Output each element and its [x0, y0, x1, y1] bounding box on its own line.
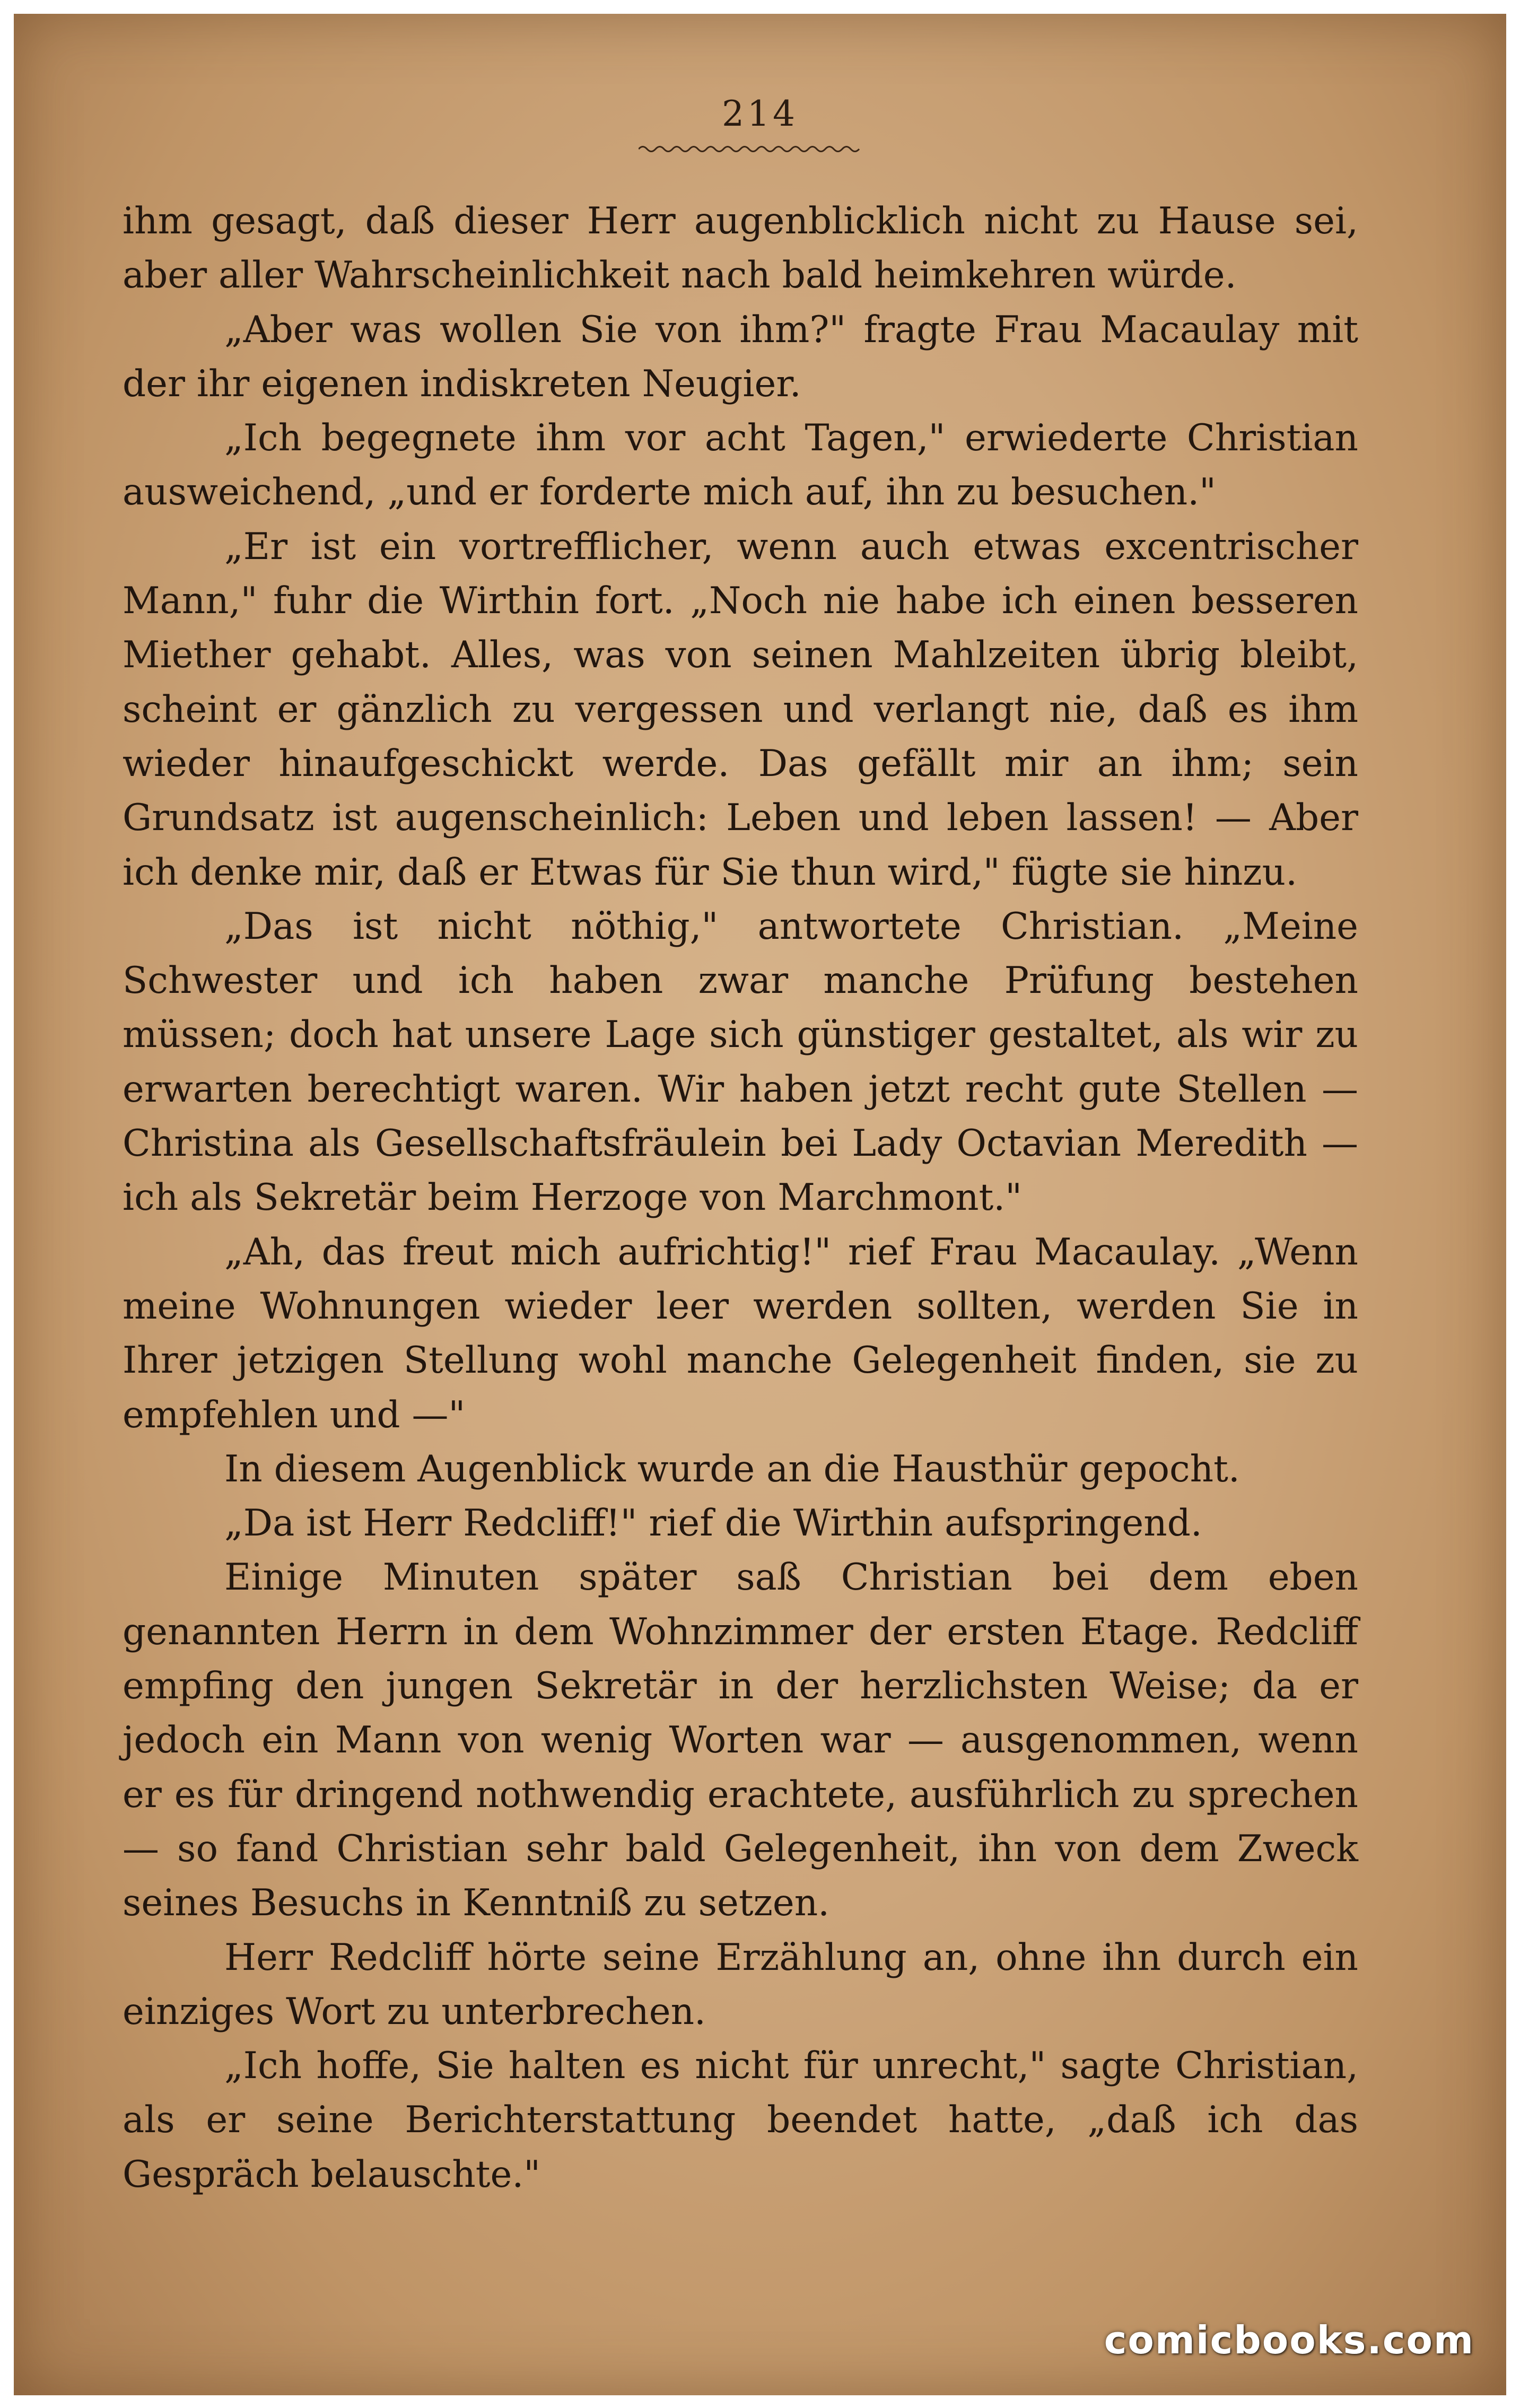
- page-number: 214: [722, 93, 798, 134]
- paragraph: „Aber was wollen Sie von ihm?" fragte Frau Macaulay mit der ihr eigenen indiskreten Neugier.: [123, 308, 1358, 405]
- paragraph: „Ich hoffe, Sie halten es nicht für unrecht," sagte Christian, als er seine Berichterstattung beendet hatte, „daß ich das Gespräch belauschte.": [123, 2045, 1358, 2196]
- body-text: [123, 194, 1358, 2202]
- watermark: comicbooks.com: [1104, 2318, 1474, 2362]
- paragraph: „Ah, das freut mich aufrichtig!" rief Frau Macaulay. „Wenn meine Wohnungen wieder leer werden sollten, werden Sie in Ihrer jetzigen Stellung wohl manche Gelegenheit finden, sie zu empfehlen und —": [123, 1231, 1358, 1436]
- paragraph: „Das ist nicht nöthig," antwortete Christian. „Meine Schwester und ich haben zwar manche Prüfung bestehen müssen; doch hat unsere Lage sich günstiger gestaltet, als wir zu erwarten berechtigt waren. Wir haben jetzt recht gute Stellen — Christina als Gesellschaftsfräulein bei Lady Octavian Meredith — ich als Sekretär beim Herzoge von Marchmont.": [123, 905, 1358, 1219]
- paragraph: Herr Redcliff hörte seine Erzählung an, ohne ihn durch ein einziges Wort zu unterbrechen.: [123, 1936, 1358, 2033]
- paragraph: „Da ist Herr Redcliff!" rief die Wirthin aufspringend.: [224, 1502, 1202, 1545]
- book-page: [14, 14, 1506, 2395]
- paragraph: „Er ist ein vortrefflicher, wenn auch etwas excentrischer Mann," fuhr die Wirthin fort. „Noch nie habe ich einen besseren Miether gehabt. Alles, was von seinen Mahlzeiten übrig bleibt, scheint er gänzlich zu vergessen und verlangt nie, daß es ihm wieder hinaufgeschickt werde. Das gefällt mir an ihm; sein Grundsatz ist augenscheinlich: Leben und leben lassen! — Aber ich denke mir, daß er Etwas für Sie thun wird," fügte sie hinzu.: [123, 525, 1358, 894]
- paragraph: In diesem Augenblick wurde an die Hausthür gepocht.: [224, 1447, 1240, 1490]
- paragraph: Einige Minuten später saß Christian bei dem eben genannten Herrn in dem Wohnzimmer der ersten Etage. Redcliff empfing den jungen Sekretär in der herzlichsten Weise; da er jedoch ein Mann von wenig Worten war — ausgenommen, wenn er es für dringend nothwendig erachtete, ausführlich zu sprechen — so fand Christian sehr bald Gelegenheit, ihn von dem Zweck seines Besuchs in Kenntniß zu setzen.: [123, 1556, 1358, 1925]
- paragraph: ihm gesagt, daß dieser Herr augenblicklich nicht zu Hause sei, aber aller Wahrscheinlichkeit nach bald heimkehren würde.: [123, 200, 1358, 297]
- paragraph: „Ich begegnete ihm vor acht Tagen," erwiederte Christian ausweichend, „und er forderte mich auf, ihn zu besuchen.": [123, 417, 1358, 514]
- ornament-rule: [639, 143, 861, 155]
